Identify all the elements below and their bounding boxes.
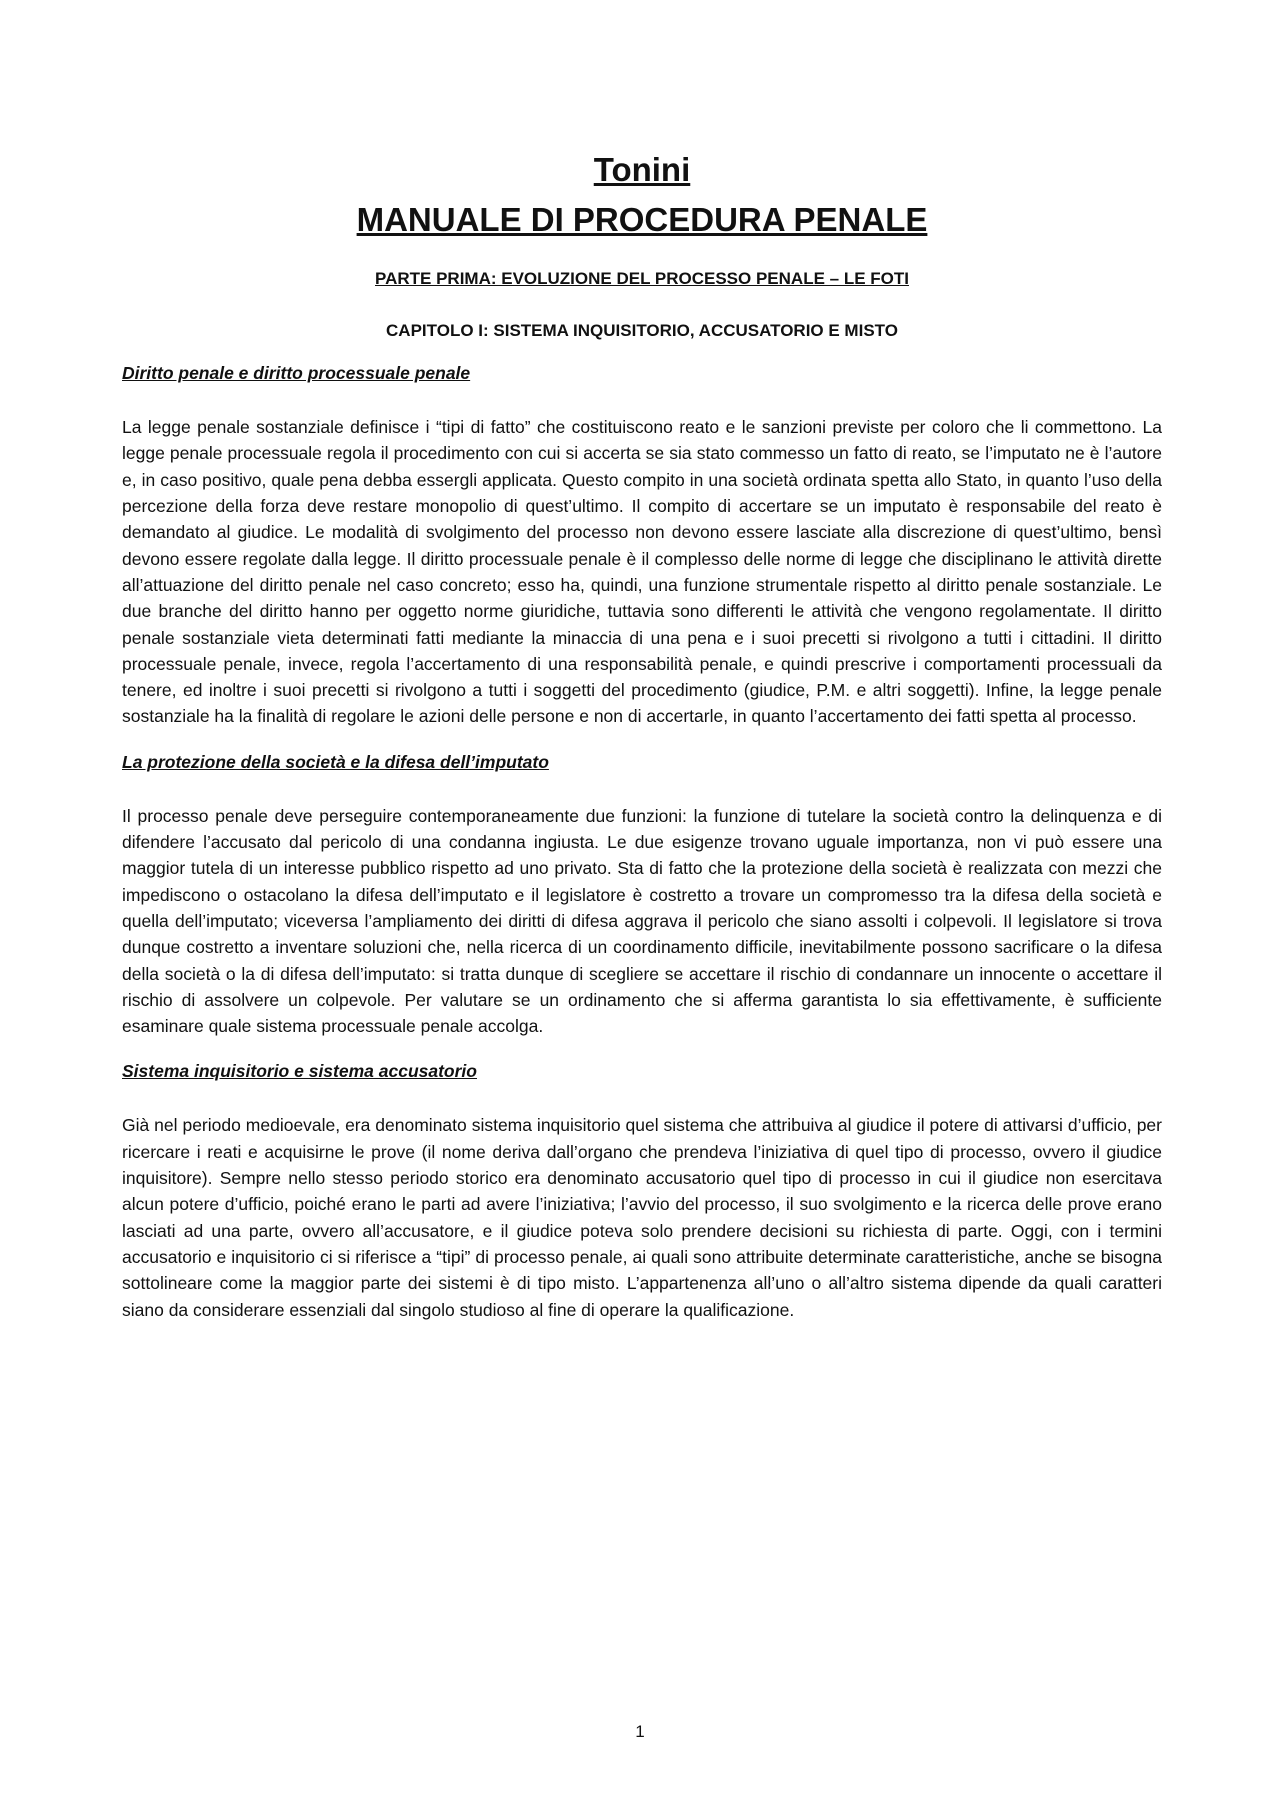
part-heading: PARTE PRIMA: EVOLUZIONE DEL PROCESSO PENALE – LE FOTI xyxy=(375,269,909,289)
document-page xyxy=(122,150,1162,1323)
section-heading: La protezione della società e la difesa dell’imputato xyxy=(122,751,549,772)
section-paragraph: Già nel periodo medioevale, era denominato sistema inquisitorio quel sistema che attribuiva al giudice il potere di attivarsi d’ufficio, per ricercare i reati e acquisirne le prove (il nome deriva dall’organo che prendeva l’iniziativa di quel tipo di processo, ovvero il giudice inquisitore). Sempre nello stesso periodo storico era denominato accusatorio quel tipo di processo in cui il giudice non esercitava alcun potere d’ufficio, poiché erano le parti ad avere l’iniziativa; l’avvio del processo, il suo svolgimento e la ricerca delle prove erano lasciati ad una parte, ovvero all’accusatore, e il giudice poteva solo prendere decisioni su richiesta di parte. Oggi, con i termini accusatorio e inquisitorio ci si riferisce a “tipi” di processo penale, ai quali sono attribuite determinate caratteristiche, anche se bisogna sottolineare come la maggior parte dei sistemi è di tipo misto. L’appartenenza all’uno o all’altro sistema dipende da quali caratteri siano da considerare essenziali dal singolo studioso al fine di operare la qualificazione. xyxy=(122,1115,1162,1320)
section-heading: Diritto penale e diritto processuale penale xyxy=(122,363,471,384)
section-heading: Sistema inquisitorio e sistema accusatorio xyxy=(122,1061,477,1082)
section-paragraph: Il processo penale deve perseguire contemporaneamente due funzioni: la funzione di tutelare la società contro la delinquenza e di difendere l’accusato dal pericolo di una condanna ingiusta. Le due esigenze trovano uguale importanza, non vi può essere una maggior tutela di un interesse pubblico rispetto ad uno privato. Sta di fatto che la protezione della società è realizzata con mezzi che impediscono o ostacolano la difesa dell’imputato e il legislatore è costretto a trovare un compromesso tra la difesa della società e quella dell’imputato; viceversa l’ampliamento dei diritti di difesa aggrava il pericolo che siano assolti i colpevoli. Il legislatore si trova dunque costretto a inventare soluzioni che, nella ricerca di un coordinamento difficile, inevitabilmente possono sacrificare o la difesa della società o la di difesa dell’imputato: si tratta dunque di scegliere se accettare il rischio di condannare un innocente o accettare il rischio di assolvere un colpevole. Per valutare se un ordinamento che si afferma garantista lo sia effettivamente, è sufficiente esaminare quale sistema processuale penale accolga. xyxy=(122,805,1162,1037)
page-number: 1 xyxy=(635,1722,645,1741)
book-author: Tonini xyxy=(593,151,691,188)
section-paragraph: La legge penale sostanziale definisce i “tipi di fatto” che costituiscono reato e le sanzioni previste per coloro che li commettono. La legge penale processuale regola il procedimento con cui si accerta se sia stato commesso un fatto di reato, se l’imputato ne è l’autore e, in caso positivo, quale pena debba essergli applicata. Questo compito in una società ordinata spetta allo Stato, in quanto l’uso della percezione della forza deve restare monopolio di quest’ultimo. Il compito di accertare se un imputato è responsabile del reato è demandato al giudice. Le modalità di svolgimento del processo non devono essere lasciate alla discrezione di quest’ultimo, bensì devono essere regolate dalla legge. Il diritto processuale penale è il complesso delle norme di legge che disciplinano le attività dirette all’attuazione del diritto penale nel caso concreto; esso ha, quindi, una funzione strumentale rispetto al diritto penale sostanziale. Le due branche del diritto hanno per oggetto norme giuridiche, tuttavia sono differenti le attività che vengono regolamentate. Il diritto penale sostanziale vieta determinati fatti mediante la minaccia di una pena e i suoi precetti si rivolgono a tutti i cittadini. Il diritto processuale penale, invece, regola l’accertamento di una responsabilità penale, e quindi prescrive i comportamenti processuali da tenere, ed inoltre i suoi precetti si rivolgono a tutti i soggetti del procedimento (giudice, P.M. e altri soggetti). Infine, la legge penale sostanziale ha la finalità di regolare le azioni delle persone e non di accertarle, in quanto l’accertamento dei fatti spetta al processo. xyxy=(122,417,1162,727)
chapter-heading: CAPITOLO I: SISTEMA INQUISITORIO, ACCUSATORIO E MISTO xyxy=(386,321,898,341)
book-title: MANUALE DI PROCEDURA PENALE xyxy=(356,200,928,238)
